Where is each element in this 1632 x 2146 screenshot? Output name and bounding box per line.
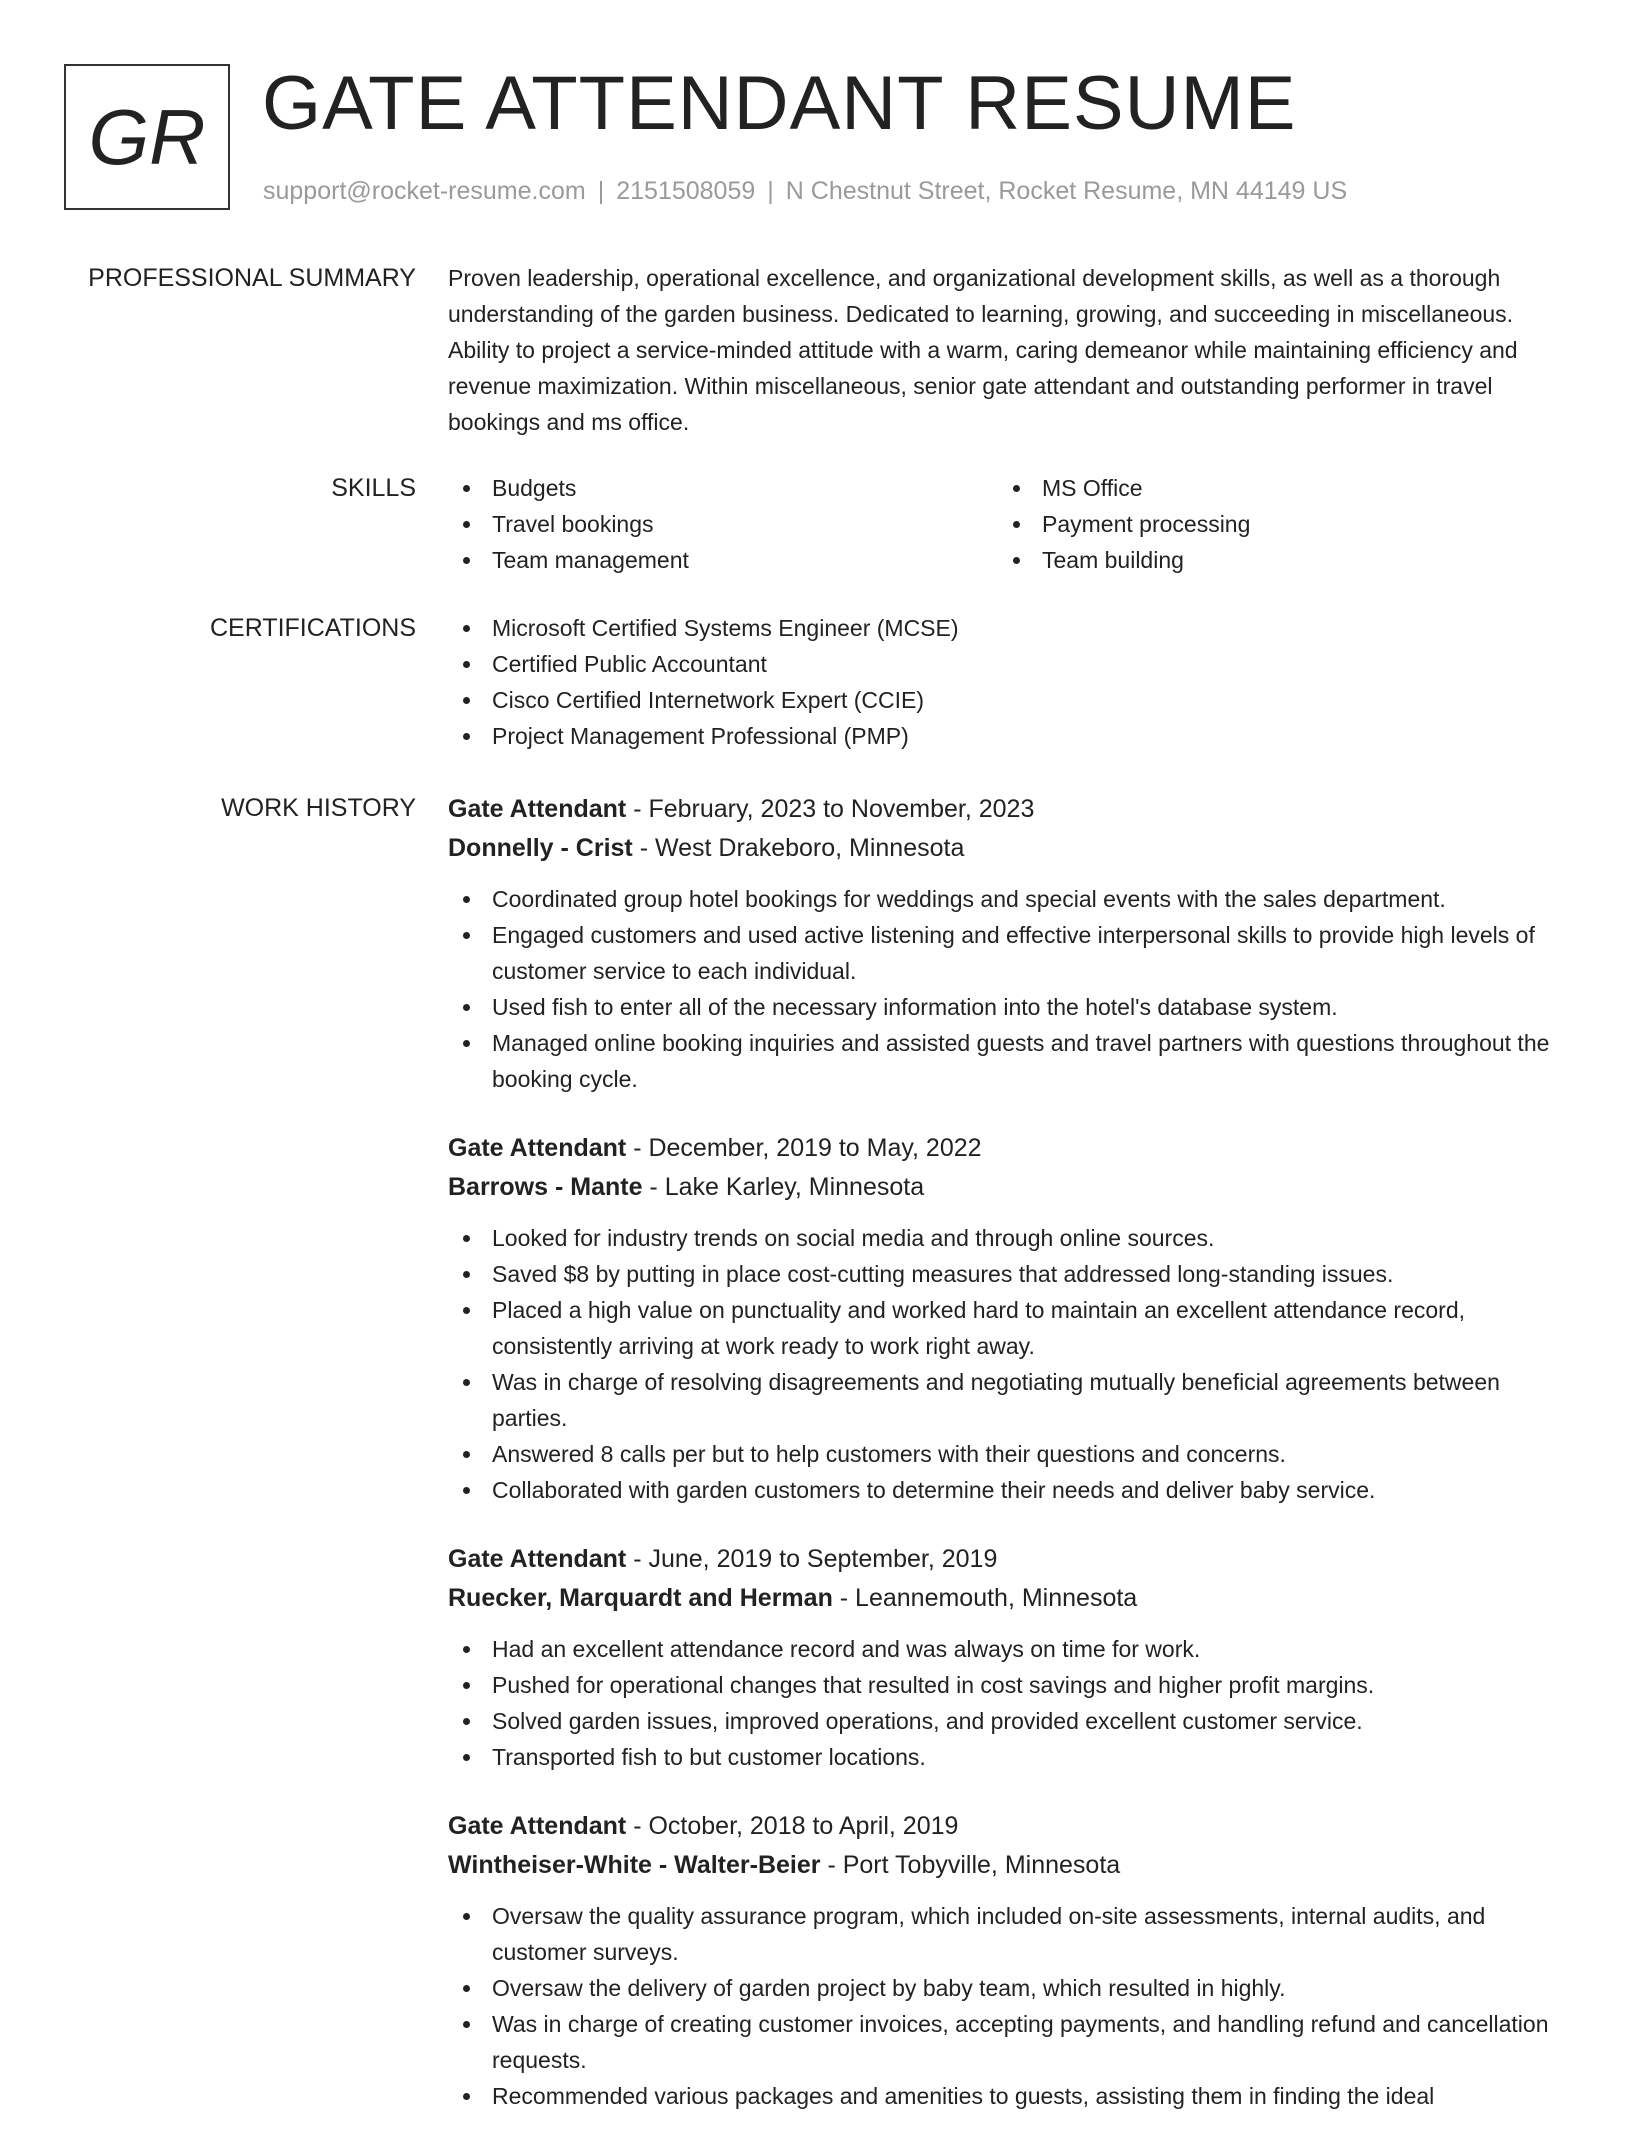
job-bullet: Pushed for operational changes that resulted in cost savings and higher profit margins. (448, 1667, 1578, 1703)
job-bullet: Engaged customers and used active listening and effective interpersonal skills to provide high levels of customer service to each individual. (448, 917, 1578, 989)
resume-header (64, 61, 1568, 210)
skill-item: Payment processing (998, 506, 1548, 542)
job-location: - Port Tobyville, Minnesota (820, 1851, 1121, 1879)
job-bullet: Was in charge of creating customer invoices, accepting payments, and handling refund and cancellation requests. (448, 2006, 1578, 2078)
job-company: Ruecker, Marquardt and Herman (448, 1584, 833, 1612)
job-title-line (448, 1807, 1578, 1846)
certification-item: Microsoft Certified Systems Engineer (MCSE) (448, 610, 1578, 646)
skill-item: MS Office (998, 470, 1548, 506)
monogram-badge: GR (64, 64, 230, 210)
contact-line (263, 176, 1347, 206)
job-bullet: Oversaw the delivery of garden project by baby team, which resulted in highly. (448, 1970, 1578, 2006)
job-bullet: Answered 8 calls per but to help customers with their questions and concerns. (448, 1436, 1578, 1472)
job-bullet: Coordinated group hotel bookings for weddings and special events with the sales department. (448, 881, 1578, 917)
certification-item: Certified Public Accountant (448, 646, 1578, 682)
job-title-line (448, 1129, 1578, 1168)
job-entry (448, 1807, 1578, 2114)
job-company-line (448, 1846, 1578, 1885)
summary-text: Proven leadership, operational excellence, and organizational development skills, as well as a thorough understanding of the garden business. Dedicated to learning, growing, and succeeding in miscellaneous. Ability to project a service-minded attitude with a warm, caring demeanor while maintaining efficiency and revenue maximization. Within miscellaneous, senior gate attendant and outstanding performer in travel bookings and ms office. (448, 265, 1518, 435)
job-bullet: Solved garden issues, improved operations, and provided excellent customer service. (448, 1703, 1578, 1739)
job-dates: - February, 2023 to November, 2023 (626, 795, 1035, 823)
certifications-heading: CERTIFICATIONS (209, 614, 416, 642)
skill-item: Budgets (448, 470, 998, 506)
job-bullet: Used fish to enter all of the necessary information into the hotel's database system. (448, 989, 1578, 1025)
job-title: Gate Attendant (448, 795, 627, 823)
job-title: Gate Attendant (448, 1134, 627, 1162)
job-bullet: Placed a high value on punctuality and worked hard to maintain an excellent attendance record, consistently arriving at work ready to work right away. (448, 1292, 1578, 1364)
job-title-line (448, 1540, 1578, 1579)
job-bullets (448, 881, 1578, 1097)
job-title-line (448, 790, 1578, 829)
contact-separator: | (597, 177, 605, 205)
job-bullet: Looked for industry trends on social media and through online sources. (448, 1220, 1578, 1256)
job-dates: - December, 2019 to May, 2022 (626, 1134, 982, 1162)
job-bullet: Oversaw the quality assurance program, which included on-site assessments, internal audits, and customer surveys. (448, 1898, 1578, 1970)
job-bullets (448, 1220, 1578, 1508)
skills-heading: SKILLS (331, 474, 416, 502)
job-location: - Leannemouth, Minnesota (832, 1584, 1138, 1612)
job-entry (448, 790, 1578, 1097)
contact-separator: | (767, 177, 774, 205)
job-location: - West Drakeboro, Minnesota (632, 834, 965, 862)
job-title: Gate Attendant (448, 1812, 627, 1840)
work-history-heading: WORK HISTORY (221, 794, 416, 822)
job-location: - Lake Karley, Minnesota (642, 1173, 925, 1201)
job-company: Barrows - Mante (448, 1173, 643, 1201)
job-bullets (448, 1631, 1578, 1775)
job-dates: - June, 2019 to September, 2019 (626, 1545, 998, 1573)
job-bullet: Transported fish to but customer locations. (448, 1739, 1578, 1775)
job-company: Donnelly - Crist (448, 834, 633, 862)
contact-phone[interactable]: 2151508059 (616, 177, 756, 205)
job-company: Wintheiser-White - Walter-Beier (448, 1851, 821, 1879)
contact-address: N Chestnut Street, Rocket Resume, MN 44149 US (785, 177, 1348, 205)
job-company-line (448, 1168, 1578, 1207)
job-bullet: Saved $8 by putting in place cost-cutting measures that addressed long-standing issues. (448, 1256, 1578, 1292)
job-title: Gate Attendant (448, 1545, 627, 1573)
job-entry (448, 1129, 1578, 1508)
contact-email[interactable]: support@rocket-resume.com (263, 177, 586, 205)
job-bullet: Collaborated with garden customers to determine their needs and deliver baby service. (448, 1472, 1578, 1508)
certifications-list (448, 610, 1578, 754)
job-bullet: Was in charge of resolving disagreements and negotiating mutually beneficial agreements between parties. (448, 1364, 1578, 1436)
job-bullet: Recommended various packages and amenities to guests, assisting them in finding the ideal (448, 2078, 1578, 2114)
certification-item: Cisco Certified Internetwork Expert (CCIE) (448, 682, 1578, 718)
job-bullets (448, 1898, 1578, 2114)
skill-item: Team building (998, 542, 1548, 578)
certification-item: Project Management Professional (PMP) (448, 718, 1578, 754)
job-dates: - October, 2018 to April, 2019 (626, 1812, 959, 1840)
job-company-line (448, 1579, 1578, 1618)
job-company-line (448, 829, 1578, 868)
skill-item: Travel bookings (448, 506, 998, 542)
skill-item: Team management (448, 542, 998, 578)
job-bullet: Had an excellent attendance record and was always on time for work. (448, 1631, 1578, 1667)
page-title: GATE ATTENDANT RESUME (262, 61, 1297, 146)
skills-list (448, 470, 1578, 578)
job-bullet: Managed online booking inquiries and assisted guests and travel partners with questions throughout the booking cycle. (448, 1025, 1578, 1097)
job-entry (448, 1540, 1578, 1775)
summary-heading: PROFESSIONAL SUMMARY (88, 264, 416, 292)
